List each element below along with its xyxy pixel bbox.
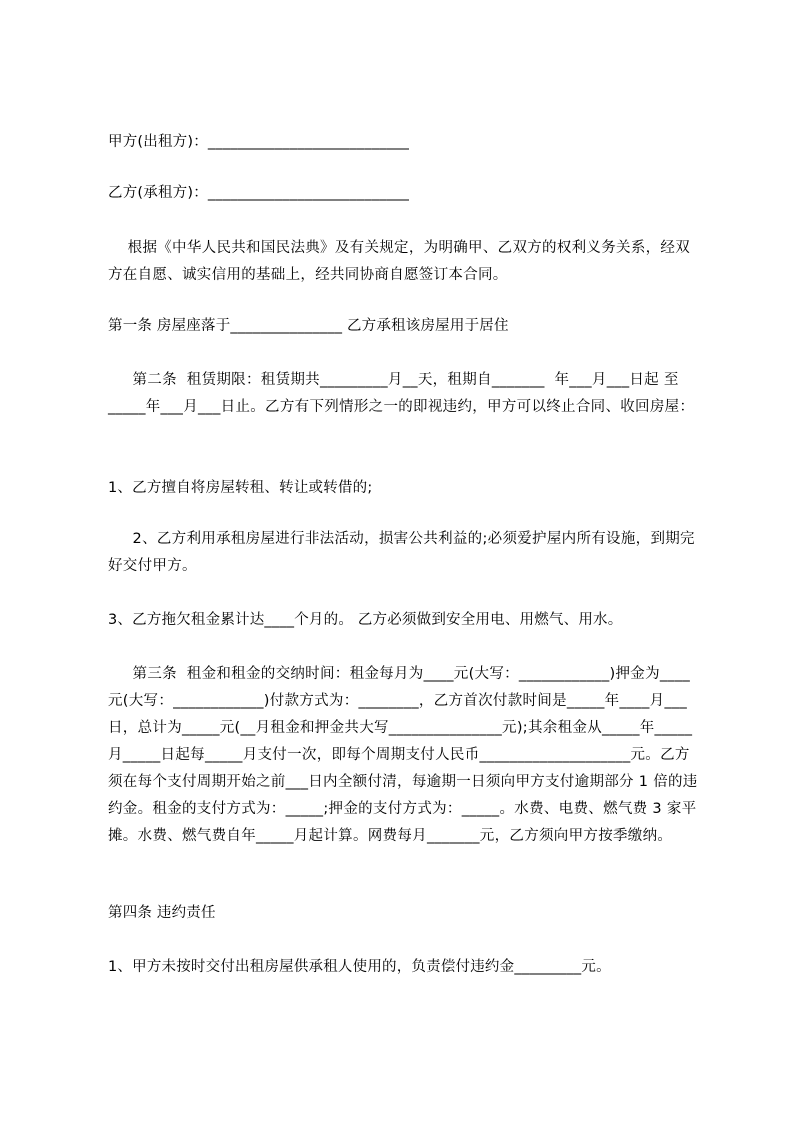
article-2-item-1: 1、乙方擅自将房屋转租、转让或转借的; — [108, 480, 373, 496]
party-a-line: 甲方(出租方)：___________________________ — [108, 134, 410, 150]
article-2-item-3: 3、乙方拖欠租金累计达____个月的。 乙方必须做到安全用电、用燃气、用水。 — [108, 612, 623, 628]
preamble-paragraph: 根据《中华人民共和国民法典》及有关规定，为明确甲、乙双方的权利义务关系，经双方在自愿、诚实信用的基础上，经共同协商自愿签订本合同。 — [108, 240, 691, 283]
article-2-item-2: 2、乙方利用承租房屋进行非法活动，损害公共利益的;必须爱护屋内所有设施，到期完好交付甲方。 — [108, 531, 695, 574]
article-2: 第二条 租赁期限：租赁期共_________月__天，租期自_______ 年___月___日起 至_____年___月___日止。乙方有下列情形之一的即视违约，甲方可以终止合同、收回房屋： — [108, 372, 695, 415]
article-3: 第三条 租金和租金的交纳时间：租金每月为____元(大写：____________)押金为____元(大写：____________)付款方式为：________，乙方首次付款时间是_____年____月___日，总计为_____元(__月租金和押金共大写_______________元);其余租金从_____年_____月_____日起每_____月支付一次，即每个周期支付人民币____________________元。乙方须在每个支付周期开始之前___日内全额付清，每逾期一日须向甲方支付逾期部分 1 倍的违约金。租金的支付方式为：_____;押金的支付方式为：_____。水费、电费、燃气费 3 家平摊。水费、燃气费自年_____月起计算。网费每月_______元，乙方须向甲方按季缴纳。 — [108, 666, 698, 844]
party-b-line: 乙方(承租方)：___________________________ — [108, 185, 410, 201]
article-4-title: 第四条 违约责任 — [108, 905, 216, 921]
article-4-item-1: 1、甲方未按时交付出租房屋供承租人使用的，负责偿付违约金_________元。 — [108, 959, 611, 975]
article-1: 第一条 房屋座落于_______________ 乙方承租该房屋用于居住 — [108, 318, 509, 334]
